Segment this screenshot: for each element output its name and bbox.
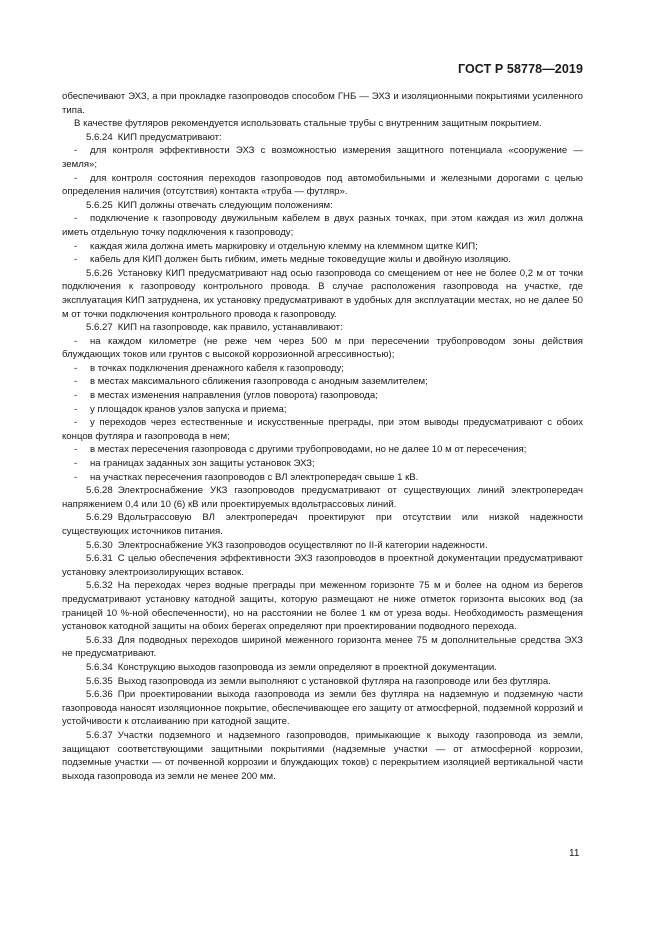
clause-paragraph — [62, 661, 583, 675]
list-bullet: - — [74, 471, 78, 483]
clause-number: 5.6.37 — [86, 729, 113, 741]
clause-text: Участки подземного и надземного газопроводов, примыкающие к выходу газопровода из земли, защищают соответствующими защитными покрытиями (надземные участки — от атмосферной коррозии, подземные участки — от почвенной коррозии и блуждающих токов) с перекрытием изоляцией вертикальной части выхода газопровода из земли не менее 200 мм. — [62, 729, 583, 782]
clause-number: 5.6.32 — [86, 580, 113, 592]
document-header: ГОСТ Р 58778—2019 — [457, 62, 583, 76]
list-bullet: - — [74, 403, 78, 415]
clause-paragraph — [62, 539, 583, 553]
list-item-text: у переходов через естественные и искусственные преграды, при этом выводы предусматривают с обоих концов футляра и газопровода в нем; — [62, 417, 583, 442]
clause-text: Вдольтрассовую ВЛ электропередач проектируют при отсутствии или низкой надежности существующих источников питания. — [62, 512, 583, 537]
clause-paragraph — [62, 484, 583, 511]
body-paragraph: В качестве футляров рекомендуется использовать стальные трубы с внутренним защитным покрытием. — [74, 118, 542, 130]
clause-number: 5.6.34 — [86, 661, 113, 673]
document-body — [62, 90, 583, 783]
list-item — [62, 240, 583, 254]
clause-number: 5.6.26 — [86, 267, 113, 279]
list-bullet: - — [74, 240, 78, 252]
list-item-text: в местах максимального сближения газопровода с анодным заземлителем; — [90, 376, 428, 388]
list-bullet: - — [74, 376, 78, 388]
clause-text: С целью обеспечения эффективности ЭХЗ газопроводов в проектной документации предусматривают установку электроизолирующих вставок. — [62, 553, 583, 578]
clause-text: Электроснабжение УКЗ газопроводов осуществляют по II-й категории надежности. — [117, 539, 488, 551]
list-item — [62, 375, 583, 389]
list-item-text: для контроля эффективности ЭХЗ с возможностью измерения защитного потенциала «сооружение — земля»; — [62, 145, 583, 170]
clause-number: 5.6.36 — [86, 689, 113, 701]
list-item-text: подключение к газопроводу двужильным кабелем в двух разных точках, при этом каждая из жил должна иметь отдельную точку подключения к газопроводу; — [62, 213, 583, 238]
clause-number: 5.6.27 — [86, 322, 113, 334]
list-item — [62, 362, 583, 376]
clause-paragraph — [62, 729, 583, 783]
list-item-text: в местах изменения направления (углов поворота) газопровода; — [90, 390, 378, 402]
list-item — [62, 172, 583, 199]
clause-number: 5.6.25 — [86, 199, 113, 211]
clause-text: Для подводных переходов шириной меженного горизонта менее 75 м дополнительные средства ЭХЗ не предусматривают. — [62, 634, 583, 660]
list-item — [62, 403, 583, 417]
list-bullet: - — [74, 254, 78, 266]
list-bullet: - — [74, 362, 78, 374]
list-item — [62, 335, 583, 362]
list-item — [62, 253, 583, 267]
list-item-text: у площадок кранов узлов запуска и приема; — [90, 403, 287, 415]
list-item — [62, 416, 583, 443]
clause-text: КИП должны отвечать следующим положениям: — [117, 199, 333, 211]
clause-text: Электроснабжение УКЗ газопроводов предусматривают от существующих линий электропередач напряжением 0,4 или 10 (6) кВ или проектируемых вдольтрассовых линий. — [62, 485, 583, 510]
list-bullet: - — [74, 335, 78, 347]
clause-paragraph — [62, 634, 583, 661]
clause-number: 5.6.35 — [86, 675, 113, 687]
list-item — [62, 212, 583, 239]
clause-paragraph — [62, 675, 583, 689]
list-bullet: - — [74, 213, 78, 225]
list-item-text: на границах заданных зон защиты установок ЭХЗ; — [90, 458, 315, 470]
list-item-text: на каждом километре (не реже чем через 500 м при пересечении трубопроводом зоны действия блуждающих токов или грунтов с высокой коррозионной агрессивностью); — [62, 335, 583, 361]
page-number: 11 — [569, 848, 580, 859]
list-item-text: в местах пересечения газопровода с другими трубопроводами, но не далее 10 м от пересечения; — [90, 444, 527, 456]
clause-number: 5.6.24 — [86, 131, 113, 143]
clause-paragraph — [62, 688, 583, 729]
clause-paragraph — [62, 131, 583, 145]
clause-number: 5.6.28 — [86, 485, 113, 497]
list-bullet: - — [74, 417, 78, 429]
clause-number: 5.6.30 — [86, 539, 113, 551]
list-item — [62, 443, 583, 457]
list-item — [62, 471, 583, 485]
list-item — [62, 144, 583, 171]
clause-text: КИП предусматривают: — [117, 131, 222, 143]
list-item-text: на участках пересечения газопроводов с ВЛ электропередач свыше 1 кВ. — [90, 471, 419, 483]
list-bullet: - — [74, 172, 78, 184]
clause-text: Выход газопровода из земли выполняют с установкой футляра на газопроводе или без футляра. — [117, 675, 551, 687]
list-item-text: в точках подключения дренажного кабеля к газопроводу; — [90, 362, 344, 374]
clause-text: КИП на газопроводе, как правило, устанавливают: — [117, 322, 343, 334]
list-bullet: - — [74, 145, 78, 157]
list-item — [62, 457, 583, 471]
clause-paragraph — [62, 511, 583, 538]
clause-paragraph — [62, 321, 583, 335]
clause-text: При проектировании выхода газопровода из земли без футляра на надземную и подземную части газопровода наносят изоляционное покрытие, обеспечивающее его защиту от атмосферной, подземной коррозий и устойчивости к отслаиванию при катодной защите. — [62, 689, 583, 728]
list-bullet: - — [74, 458, 78, 470]
clause-paragraph — [62, 579, 583, 633]
clause-paragraph — [62, 199, 583, 213]
list-item-text: для контроля состояния переходов газопроводов под автомобильными и железными дорогами с целью определения наличия (отсутствия) контакта «труба — футляр». — [62, 172, 583, 198]
clause-text: Конструкцию выходов газопровода из земли определяют в проектной документации. — [117, 661, 497, 673]
list-item-text: кабель для КИП должен быть гибким, иметь медные токоведущие жилы и двойную изоляцию. — [90, 254, 511, 266]
list-bullet: - — [74, 390, 78, 402]
clause-paragraph — [62, 552, 583, 579]
list-bullet: - — [74, 444, 78, 456]
clause-number: 5.6.31 — [86, 553, 113, 565]
body-paragraph: обеспечивают ЭХЗ, а при прокладке газопроводов способом ГНБ — ЭХЗ и изоляционными покрытиями усиленного типа. — [62, 91, 583, 116]
list-item — [62, 389, 583, 403]
clause-text: Установку КИП предусматривают над осью газопровода со смещением от нее не более 0,2 м от точки подключения к газопроводу контрольного провода. В случае расположения газопровода на участке, где эксплуатация КИП затруднена, их установку предусматривают в удобных для эксплуатации местах, но не далее 50 м от точки подключения контрольного провода к газопроводу. — [62, 267, 583, 320]
clause-text: На переходах через водные преграды при меженном горизонте 75 м и более на одном из берегов предусматривают установку катодной защиты, которую размещают не ниже отметок горизонта высоких вод (за границей 10 %-ной обеспеченности), но на расстоянии не более 1 км от уреза воды. Необходимость размещения установок катодной защиты на обоих берегах определяют при проектировании подводного перехода. — [62, 580, 583, 633]
clause-paragraph — [62, 267, 583, 321]
clause-number: 5.6.29 — [86, 512, 113, 524]
clause-number: 5.6.33 — [86, 634, 113, 646]
list-item-text: каждая жила должна иметь маркировку и отдельную клемму на клеммном щитке КИП; — [90, 240, 478, 252]
